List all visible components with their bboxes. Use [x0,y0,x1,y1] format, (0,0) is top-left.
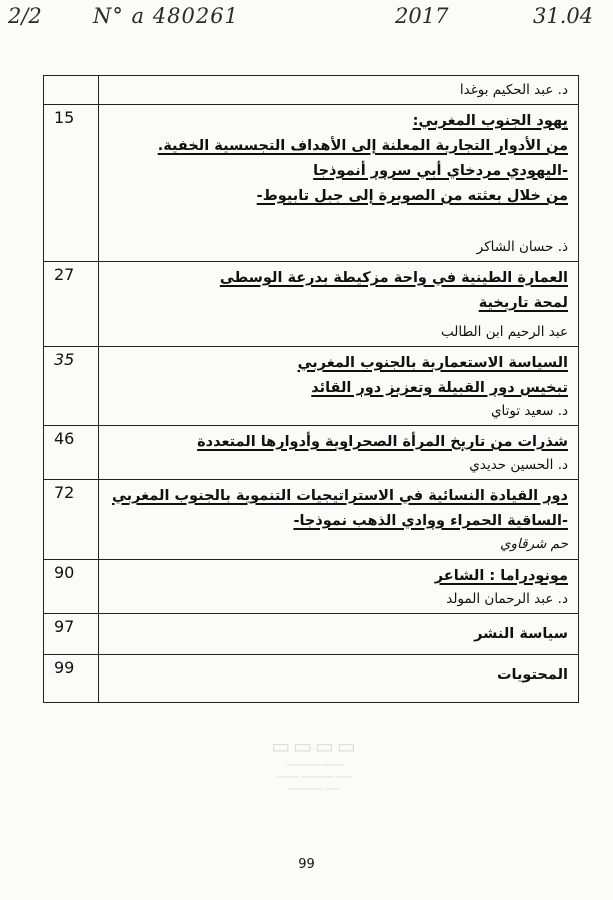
page-number-cell: 35 [44,347,99,426]
article-title-line: مونودراما : الشاعر [434,568,568,584]
toc-row [44,262,579,347]
author-name: د. عبد الحكيم بوغدا [459,82,568,98]
page-number-cell: 27 [44,262,99,347]
show-through-watermark: ▭▭▭▭ ────── ──── ──── ────── ─── ────── ─── [271,734,359,795]
toc-row [44,105,579,262]
toc-entry-cell [99,480,579,560]
page-number-cell: 72 [44,480,99,560]
article-title-line: من خلال بعثته من الصويرة إلى جبل تابيوط- [256,188,568,204]
article-title-line: يهود الجنوب المغربي: [412,113,568,129]
section-title: المحتويات [496,667,568,683]
page-number-cell: 97 [44,614,99,655]
article-title-line: شذرات من تاريخ المرأة الصحراوية وأدوارها المتعددة [197,434,568,450]
page-number-cell [44,76,99,105]
article-title-line: السياسة الاستعمارية بالجنوب المغربي [297,355,568,371]
toc-row [44,614,579,655]
article-title-line: لمحة تاريخية [478,295,568,311]
toc-entry-cell [99,105,579,262]
toc-row [44,347,579,426]
author-name: د. سعيد توتاي [490,403,568,419]
toc-row [44,480,579,560]
toc-row [44,655,579,703]
author-name: د. عبد الرحمان المولد [446,591,568,607]
article-title-line: -الساقية الحمراء ووادي الذهب نموذجا- [293,513,568,529]
author-name: د. الحسين حديدي [469,457,568,473]
handwritten-registration-number: N° a 480261 [93,4,239,28]
handwritten-mark: 2/2 [8,4,42,28]
toc-entry-cell [99,426,579,480]
toc-entry-cell [99,347,579,426]
toc-row [44,426,579,480]
page-number-cell: 90 [44,560,99,614]
toc-entry-cell [99,262,579,347]
article-title-line: العمارة الطينية في واحة مزكيطة بدرعة الوسطى [219,270,568,286]
toc-row [44,76,579,105]
handwritten-year: 2017 [395,4,449,28]
author-name: عبد الرحيم ابن الطالب [440,324,568,340]
section-title: سياسة النشر [474,626,568,642]
toc-entry-cell [99,614,579,655]
contents-table [43,75,579,703]
article-title-line: -اليهودي مردخاي أبي سرور أنموذجا [313,163,568,179]
page-number-cell: 99 [44,655,99,703]
toc-entry-cell [99,76,579,105]
article-title-line: دور القيادة النسائية في الاستراتيجيات التنموية بالجنوب المغربي [111,488,568,504]
page-number-cell: 46 [44,426,99,480]
article-title-line: من الأدوار التجارية المعلنة إلى الأهداف التجسسية الخفية. [157,138,568,154]
article-title-line: تبخيس دور القبيلة وتعزيز دور القائد [311,380,568,396]
author-name: ذ. حسان الشاكر [476,239,568,255]
page-number-cell: 15 [44,105,99,262]
toc-entry-cell [99,560,579,614]
handwritten-date: 31.04 [533,4,594,28]
toc-entry-cell [99,655,579,703]
toc-row [44,560,579,614]
page-number: 99 [298,857,315,872]
author-name: حم شرقاوي [499,536,568,552]
